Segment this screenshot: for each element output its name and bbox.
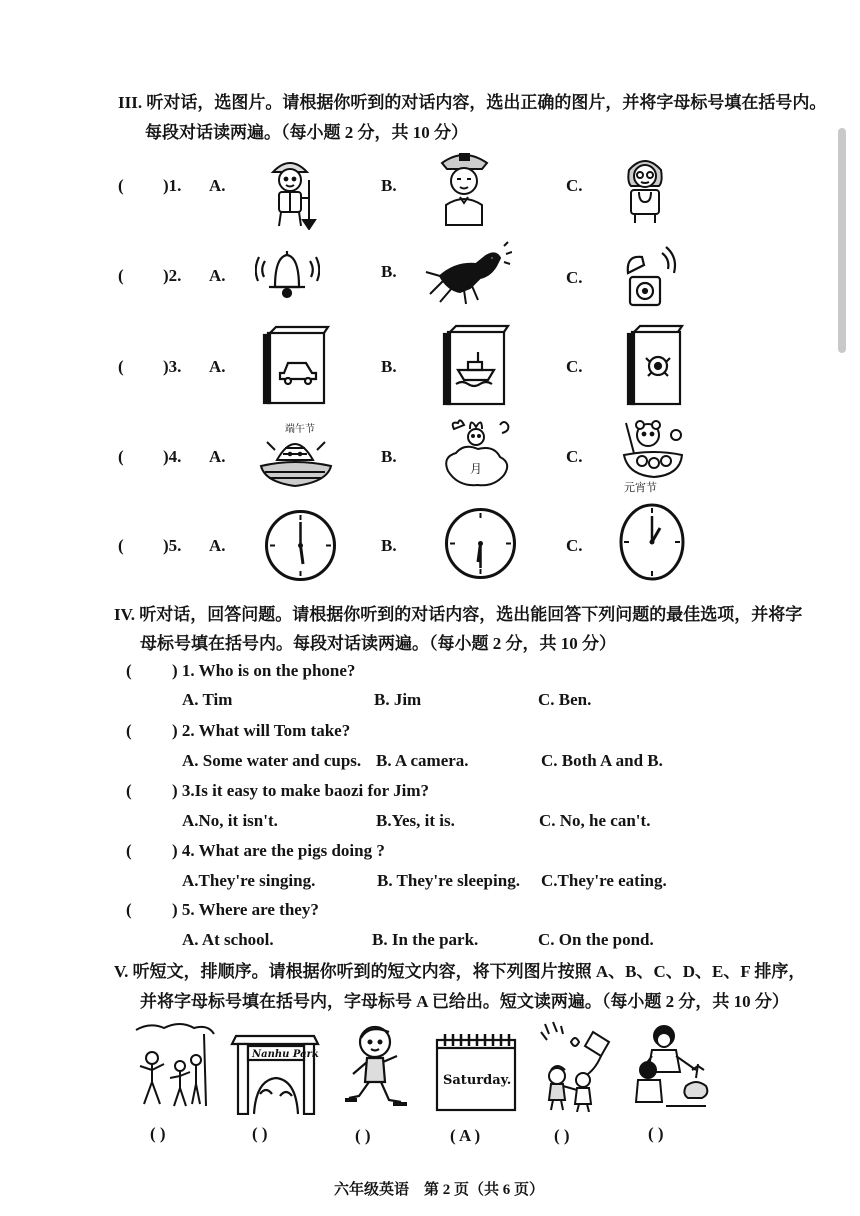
lantern-festival-icon	[618, 415, 688, 493]
answer-paren-open[interactable]: (	[126, 900, 132, 919]
question-number: )4.	[163, 447, 182, 466]
question-text: ) 2. What will Tom take?	[172, 721, 351, 740]
clock-half-past-icon	[443, 506, 518, 581]
order-answer-blank[interactable]: ( )	[150, 1124, 166, 1143]
choice-c: C.They're eating.	[541, 871, 667, 890]
svg-text:月: 月	[470, 462, 483, 476]
question-text: ) 5. Where are they?	[172, 900, 319, 919]
question-text: ) 4. What are the pigs doing ?	[172, 841, 385, 860]
answer-paren-open[interactable]: (	[126, 721, 132, 740]
answer-paren-open[interactable]: (	[118, 536, 124, 555]
choice-a: A. At school.	[182, 930, 274, 949]
order-answer-blank[interactable]: ( )	[648, 1124, 664, 1143]
question-number: )1.	[163, 176, 182, 195]
question-text: ) 3.Is it easy to make baozi for Jim?	[172, 781, 430, 800]
running-boy-icon	[345, 1022, 410, 1114]
answer-paren-open[interactable]: (	[126, 841, 132, 860]
book-with-ship-icon	[442, 322, 510, 407]
answer-paren-open[interactable]: (	[126, 661, 132, 680]
section3-heading-line1: III. 听对话，选图片。请根据你听到的对话内容，选出正确的图片，并将字母标号填在括号内。	[118, 93, 827, 112]
ringing-telephone-icon	[618, 245, 678, 310]
choice-c: C. On the pond.	[538, 930, 654, 949]
question-text: ) 1. Who is on the phone?	[172, 661, 356, 680]
choice-a: A.They're singing.	[182, 871, 316, 890]
question-number: )2.	[163, 266, 182, 285]
option-c-label: C.	[566, 268, 583, 287]
choice-b: B. In the park.	[372, 930, 479, 949]
option-c-label: C.	[566, 357, 583, 376]
option-a-label: A.	[209, 176, 226, 195]
park-sign-text: Nanhu Park	[252, 1049, 319, 1060]
ringing-bell-icon	[255, 243, 320, 308]
choice-a: A. Some water and cups.	[182, 751, 362, 770]
option-c-label: C.	[566, 447, 583, 466]
choice-a: A.No, it isn't.	[182, 811, 278, 830]
section4-heading-line2: 母标号填在括号内。每段对话读两遍。（每小题 2 分，共 10 分）	[140, 634, 616, 653]
option-b-label: B.	[381, 536, 397, 555]
calendar-icon	[433, 1030, 519, 1114]
clock-twelve-icon	[618, 502, 686, 582]
choice-b: B. They're sleeping.	[377, 871, 520, 890]
option-a-label: A.	[209, 357, 226, 376]
option-b-label: B.	[381, 176, 397, 195]
option-c-label: C.	[566, 176, 583, 195]
choice-b: B.Yes, it is.	[376, 811, 455, 830]
option-b-label: B.	[381, 357, 397, 376]
book-with-car-icon	[262, 325, 332, 407]
option-c-label: C.	[566, 536, 583, 555]
doctor-icon	[615, 150, 675, 225]
answer-paren-open[interactable]: (	[118, 357, 124, 376]
calendar-day-text: Saturday.	[443, 1073, 512, 1088]
park-gate-icon	[228, 1030, 323, 1115]
order-answer-blank[interactable]: ( )	[252, 1124, 268, 1143]
order-answer-blank[interactable]: ( )	[355, 1126, 371, 1145]
dragon-boat-festival-text: 端午节	[285, 424, 315, 435]
option-a-label: A.	[209, 266, 226, 285]
choice-c: C. Both A and B.	[541, 751, 663, 770]
answer-paren-open[interactable]: (	[126, 781, 132, 800]
worker-with-shovel-icon	[255, 150, 325, 230]
section4-heading-line1: IV. 听对话，回答问题。请根据你听到的对话内容，选出能回答下列问题的最佳选项，并将字	[114, 605, 803, 624]
option-a-label: A.	[209, 536, 226, 555]
question-number: )5.	[163, 536, 182, 555]
section3-heading-line2: 每段对话读两遍。（每小题 2 分，共 10 分）	[145, 123, 468, 142]
dragon-boat-festival-icon	[255, 420, 337, 492]
police-officer-icon	[432, 145, 497, 227]
order-answer-given: ( A )	[450, 1126, 481, 1145]
choice-a: A. Tim	[182, 690, 233, 709]
question-number: )3.	[163, 357, 182, 376]
choice-c: C. Ben.	[538, 690, 592, 709]
barking-dog-icon	[420, 236, 512, 308]
mid-autumn-festival-icon	[440, 415, 516, 491]
option-a-label: A.	[209, 447, 226, 466]
lantern-festival-text: 元宵节	[624, 481, 657, 493]
option-b-label: B.	[381, 262, 397, 281]
choice-b: B. Jim	[374, 690, 422, 709]
scrollbar-thumb[interactable]	[838, 128, 846, 353]
answer-paren-open[interactable]: (	[118, 266, 124, 285]
section5-heading-line2: 并将字母标号填在括号内，字母标号 A 已给出。短文读两遍。（每小题 2 分，共 10 分）	[140, 992, 789, 1011]
choice-b: B. A camera.	[376, 751, 469, 770]
order-answer-blank[interactable]: ( )	[554, 1126, 570, 1145]
section5-heading-line1: V. 听短文，排顺序。请根据你听到的短文内容，将下列图片按照 A、B、C、D、E、F 排序，	[114, 962, 806, 981]
clock-six-icon	[263, 508, 338, 583]
option-b-label: B.	[381, 447, 397, 466]
book-with-flower-icon	[626, 322, 684, 407]
page-footer: 六年级英语 第 2 页（共 6 页）	[334, 1182, 545, 1198]
answer-paren-open[interactable]: (	[118, 176, 124, 195]
planting-kids-icon	[626, 1020, 714, 1112]
choice-c: C. No, he can't.	[539, 811, 651, 830]
people-exercising-icon	[130, 1020, 218, 1110]
kite-flying-kids-icon	[535, 1020, 623, 1112]
answer-paren-open[interactable]: (	[118, 447, 124, 466]
